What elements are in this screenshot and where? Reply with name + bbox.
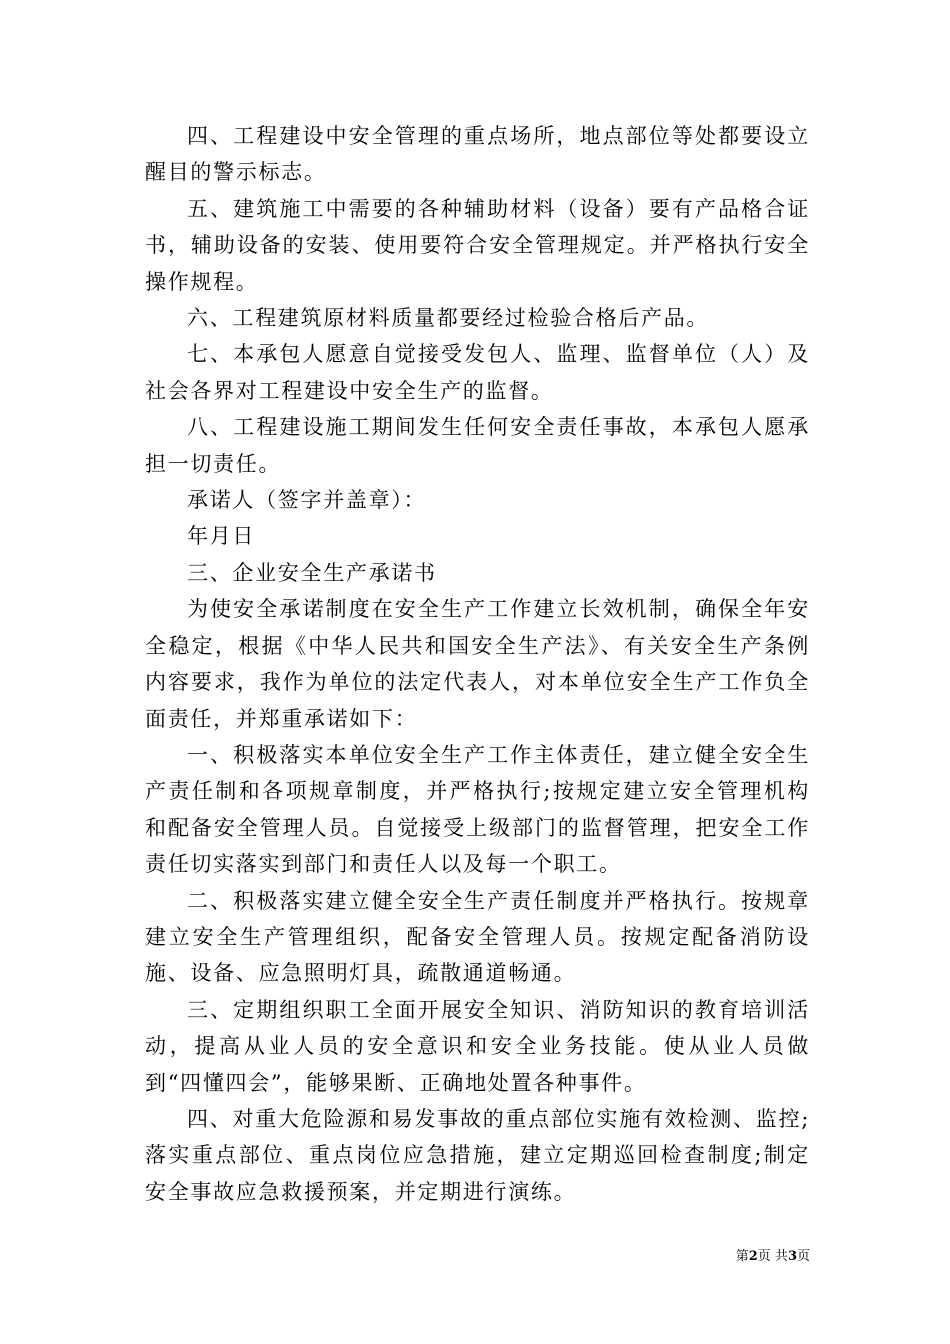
paragraph: 二、积极落实建立健全安全生产责任制度并严格执行。按规章建立安全生产管理组织，配备安全管理人员。按规定配备消防设施、设备、应急照明灯具，疏散通道畅通。 — [145, 888, 810, 986]
document-body — [145, 118, 810, 1210]
section-heading: 三、企业安全生产承诺书 — [187, 560, 437, 585]
footer-prefix: 第 — [735, 1249, 749, 1264]
paragraph: 六、工程建筑原材料质量都要经过检验合格后产品。 — [187, 306, 710, 331]
footer-suffix: 页 — [796, 1249, 810, 1264]
total-page-number: 3 — [787, 1249, 797, 1264]
paragraph: 四、工程建设中安全管理的重点场所，地点部位等处都要设立醒目的警示标志。 — [145, 124, 810, 185]
paragraph: 三、定期组织职工全面开展安全知识、消防知识的教育培训活动，提高从业人员的安全意识和安全业务技能。使从业人员做到“四懂四会”，能够果断、正确地处置各种事件。 — [145, 997, 810, 1095]
current-page-number: 2 — [748, 1249, 758, 1264]
paragraph: 五、建筑施工中需要的各种辅助材料（设备）要有产品格合证书，辅助设备的安装、使用要符合安全管理规定。并严格执行安全操作规程。 — [145, 196, 810, 294]
paragraph: 为使安全承诺制度在安全生产工作建立长效机制，确保全年安全稳定，根据《中华人民共和国安全生产法》、有关安全生产条例内容要求，我作为单位的法定代表人，对本单位安全生产工作负全面责任，并郑重承诺如下： — [145, 597, 810, 731]
signature-line: 承诺人（签字并盖章）： — [187, 488, 427, 513]
paragraph: 八、工程建设施工期间发生任何安全责任事故，本承包人愿承担一切责任。 — [145, 415, 810, 476]
page-footer — [0, 1248, 810, 1266]
paragraph: 七、本承包人愿意自觉接受发包人、监理、监督单位（人）及社会各界对工程建设中安全生产的监督。 — [145, 342, 810, 403]
footer-middle: 页 共 — [757, 1249, 788, 1264]
paragraph: 一、积极落实本单位安全生产工作主体责任，建立健全安全生产责任制和各项规章制度，并严格执行;按规定建立安全管理机构和配备安全管理人员。自觉接受上级部门的监督管理，把安全工作责任切实落实到部门和责任人以及每一个职工。 — [145, 742, 810, 877]
date-line: 年月日 — [187, 524, 256, 549]
paragraph: 四、对重大危险源和易发事故的重点部位实施有效检测、监控;落实重点部位、重点岗位应急措施，建立定期巡回检查制度;制定安全事故应急救援预案，并定期进行演练。 — [145, 1106, 810, 1204]
